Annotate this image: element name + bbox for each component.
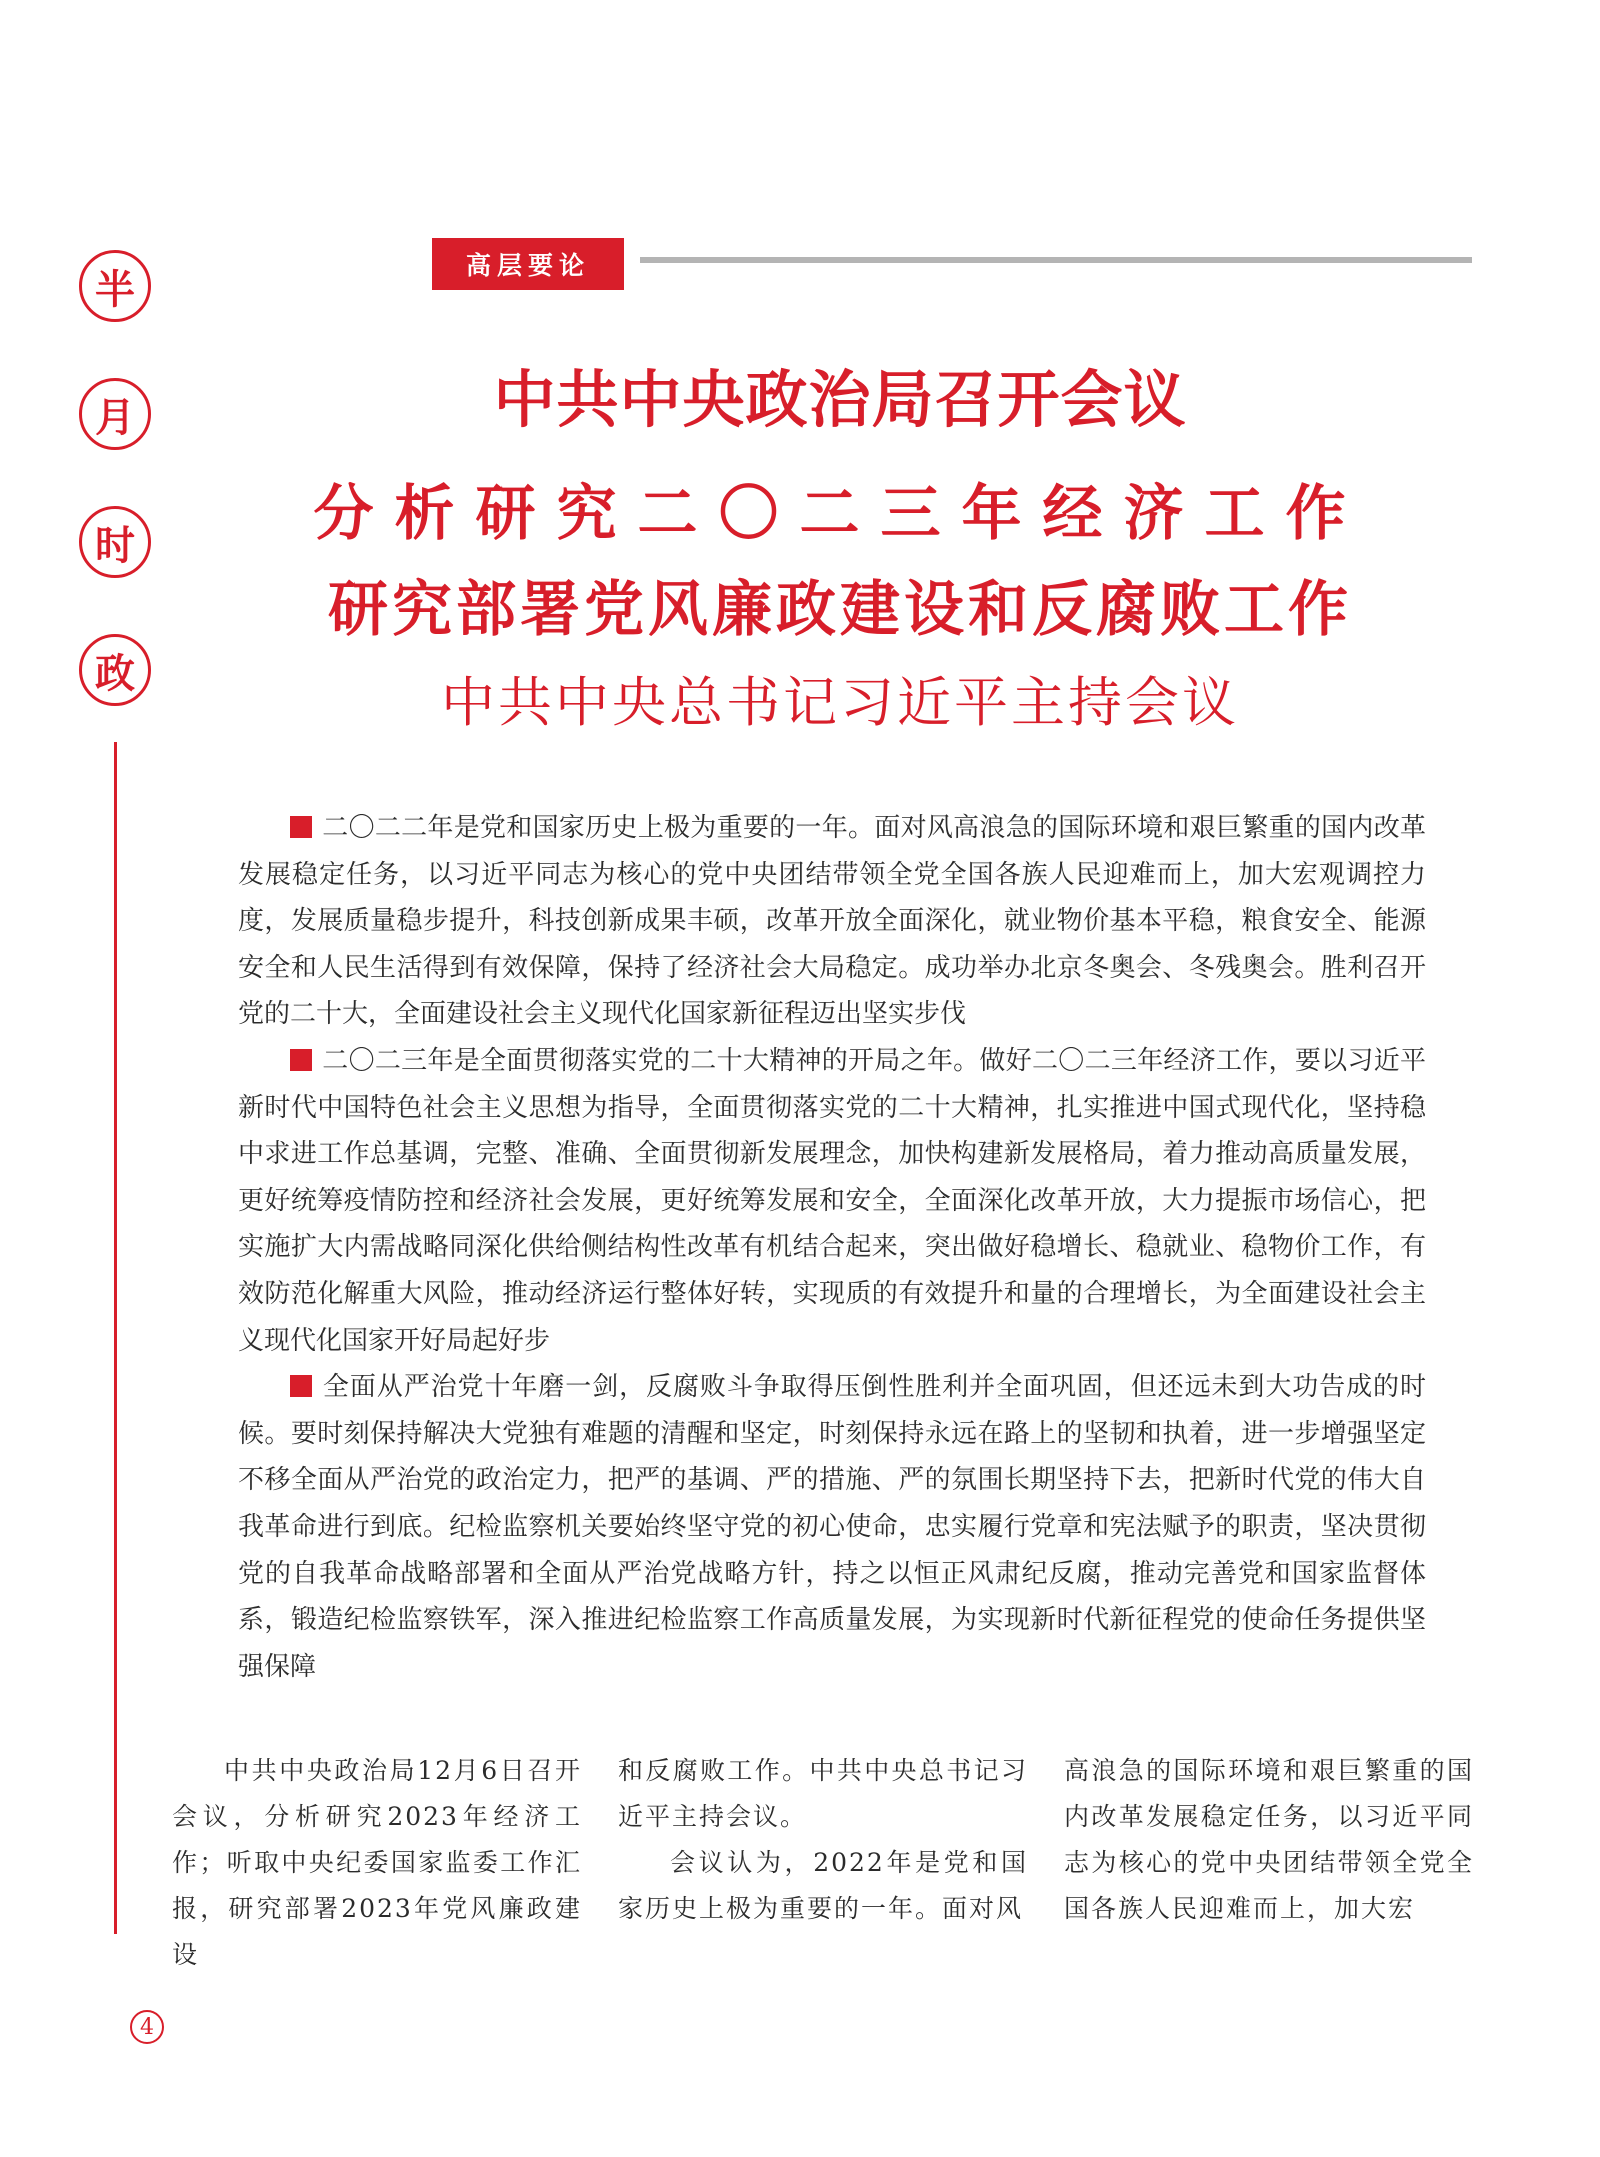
summary-text: 全面从严治党十年磨一剑，反腐败斗争取得压倒性胜利并全面巩固，但还远未到大功告成的时候。要时刻保持解决大党独有难题的清醒和坚定，时刻保持永远在路上的坚韧和执着，进一步增强坚定不移全面从严治党的政治定力，把严的基调、严的措施、严的氛围长期坚持下去，把新时代党的伟大自我革命进行到底。纪检监察机关要始终坚守党的初心使命，忠实履行党章和宪法赋予的职责，坚决贯彻党的自我革命战略部署和全面从严治党战略方针，持之以恒正风肃纪反腐，推动完善党和国家监督体系，锻造纪检监察铁军，深入推进纪检监察工作高质量发展，为实现新时代新征程党的使命任务提供坚强保障: [238, 1372, 1426, 1682]
body-paragraph: 会议认为，2022年是党和国家历史上极为重要的一年。面对风: [618, 1848, 1028, 1923]
masthead-char: 半: [79, 250, 151, 322]
body-paragraph: 中共中央政治局12月6日召开会议，分析研究2023年经济工作；听取中央纪委国家监委工作汇报，研究部署2023年党风廉政建设: [172, 1756, 582, 1969]
body-paragraph: 高浪急的国际环境和艰巨繁重的国内改革发展稳定任务，以习近平同志为核心的党中央团结带领全党全国各族人民迎难而上，加大宏: [1064, 1756, 1474, 1923]
body-paragraph: 和反腐败工作。中共中央总书记习近平主持会议。: [618, 1756, 1028, 1831]
square-bullet-icon: [290, 1375, 312, 1397]
summary-text: 二〇二三年是全面贯彻落实党的二十大精神的开局之年。做好二〇二三年经济工作，要以习近平新时代中国特色社会主义思想为指导，全面贯彻落实党的二十大精神，扎实推进中国式现代化，坚持稳中求进工作总基调，完整、准确、全面贯彻新发展理念，加快构建新发展格局，着力推动高质量发展，更好统筹疫情防控和经济社会发展，更好统筹发展和安全，全面深化改革开放，大力提振市场信心，把实施扩大内需战略同深化供给侧结构性改革有机结合起来，突出做好稳增长、稳就业、稳物价工作，有效防范化解重大风险，推动经济运行整体好转，实现质的有效提升和量的合理增长，为全面建设社会主义现代化国家开好局起好步: [238, 1045, 1426, 1356]
square-bullet-icon: [290, 816, 312, 838]
summary-paragraph: [238, 1038, 1426, 1364]
body-column-2: [618, 1748, 1028, 1938]
headline-main: 中共中央政治局召开会议: [493, 363, 1187, 436]
summary-block: [238, 805, 1426, 1690]
masthead-char: 政: [79, 634, 151, 706]
section-tag: 高层要论: [432, 238, 624, 290]
summary-text: 二〇二二年是党和国家历史上极为重要的一年。面对风高浪急的国际环境和艰巨繁重的国内改革发展稳定任务，以习近平同志为核心的党中央团结带领全党全国各族人民迎难而上，加大宏观调控力度，发展质量稳步提升，科技创新成果丰硕，改革开放全面深化，就业物价基本平稳，粮食安全、能源安全和人民生活得到有效保障，保持了经济社会大局稳定。成功举办北京冬奥会、冬残奥会。胜利召开党的二十大，全面建设社会主义现代化国家新征程迈出坚实步伐: [238, 813, 1426, 1030]
headline-subtitle: 中共中央总书记习近平主持会议: [441, 671, 1239, 734]
headline-line-2: 分析研究二〇二三年经济工作: [313, 479, 1367, 549]
headline-line-3: 研究部署党风廉政建设和反腐败工作: [328, 575, 1352, 645]
page-number: 4: [130, 2010, 164, 2044]
masthead-char: 月: [79, 378, 151, 450]
section-divider: [640, 257, 1472, 263]
square-bullet-icon: [290, 1049, 312, 1071]
body-column-1: [172, 1748, 582, 1969]
masthead-char: 时: [79, 506, 151, 578]
summary-paragraph: [238, 1364, 1426, 1690]
summary-paragraph: [238, 805, 1426, 1038]
body-column-3: [1064, 1748, 1474, 1938]
article-body: [172, 1748, 1474, 1969]
side-vertical-rule: [114, 742, 117, 1934]
